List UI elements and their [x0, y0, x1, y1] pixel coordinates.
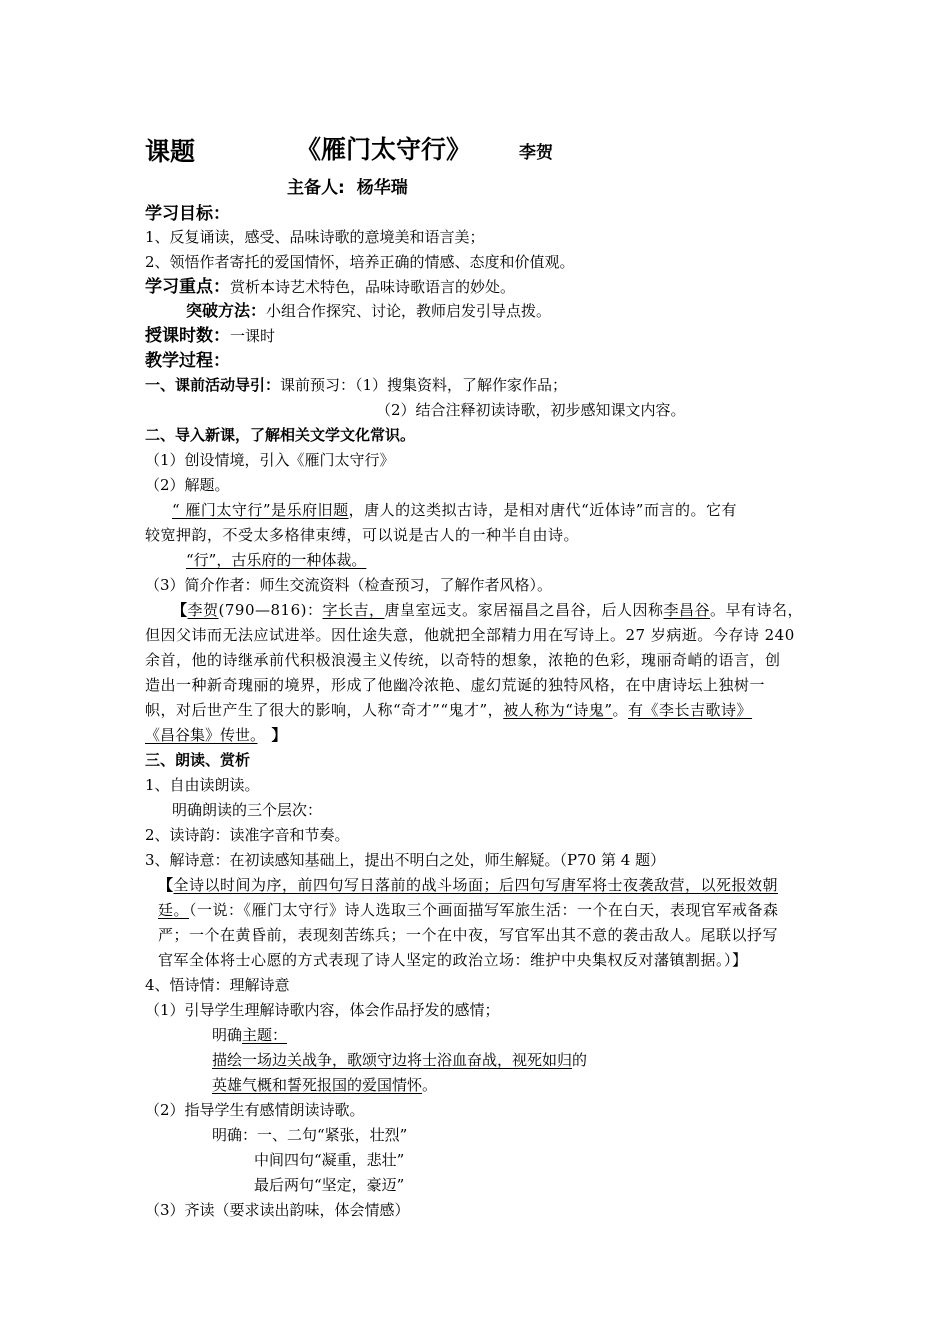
bio-zi: 字长吉，: [322, 601, 385, 619]
section-1-label: 一、课前活动导引：: [145, 376, 281, 394]
bio-name: 李贺: [187, 601, 219, 619]
focus-text: 赏析本诗艺术特色，品味诗歌语言的妙处。: [230, 278, 516, 296]
reading-1: 明确：一、二句“紧张，壮烈”: [212, 1126, 408, 1144]
section-1: [145, 375, 567, 395]
note-line-2: [158, 900, 779, 920]
note-line-3: 严；一个在黄昏前，表现刻苦练兵；一个在中夜，写官军出其不意的袭击敌人。尾联以抒写: [158, 926, 779, 944]
bio-line-6: [145, 725, 287, 745]
reading-2: 中间四句“凝重，悲壮”: [254, 1151, 405, 1169]
process-heading: 教学过程：: [145, 351, 230, 371]
focus-label: 学习重点：: [145, 277, 230, 297]
theme-l3-a: 英雄气概和誓死报国的爱国情怀: [212, 1076, 423, 1094]
theme-a: 明确: [212, 1026, 243, 1044]
objective-1: 1、反复诵读，感受、品味诗歌的意境美和语言美；: [145, 228, 485, 246]
bio-changgu: 李昌谷: [663, 601, 711, 619]
bio-line-3: 余首，他的诗继承前代积极浪漫主义传统，以奇特的想象，浓艳的色彩，瑰丽奇峭的语言，创: [145, 651, 781, 669]
note-line-4: 官军全体将士心愿的方式表现了诗人坚定的政治立场：维护中央集权反对藩镇割据。）】: [158, 951, 748, 969]
hours-label: 授课时数：: [145, 326, 230, 346]
section-2-heading: 二、导入新课，了解相关文学文化常识。: [145, 426, 416, 444]
section-3-item-4: 4、悟诗情：理解诗意: [145, 976, 290, 994]
hours-line: [145, 325, 275, 347]
bio-line-5: [145, 700, 752, 720]
bio-line-4: 造出一种新奇瑰丽的境界，形成了他幽冷浓艳、虚幻荒诞的独特风格，在中唐诗坛上独树一: [145, 676, 766, 694]
topic-label: 课题: [145, 137, 196, 166]
bracket-close: 】: [271, 726, 287, 744]
section-3-item-1b: 明确朗读的三个层次：: [172, 801, 323, 819]
section-3-item-1: 1、自由读朗读。: [145, 776, 260, 794]
title-explanation-line-1: [172, 500, 737, 520]
theme-line-2: [212, 1050, 587, 1070]
method-text: 小组合作探究、讨论，教师启发引导点拨。: [266, 302, 552, 320]
preparer-name: 杨华瑞: [356, 178, 408, 198]
theme-line-3: [212, 1075, 437, 1095]
bracket-open: 【: [172, 601, 188, 619]
note-l2-a: 廷。: [158, 901, 190, 919]
note-line-1: [158, 875, 778, 895]
section-3-item-4-2: （2）指导学生有感情朗读诗歌。: [145, 1101, 365, 1119]
hours-text: 一课时: [230, 327, 276, 345]
bio-years: (790—816)：: [218, 601, 323, 619]
theme-l2-b: 的: [572, 1051, 588, 1069]
xing-definition: “行”，古乐府的一种体裁。: [186, 551, 367, 569]
focus-line: [145, 276, 515, 298]
title-explanation-rest: ，唐人的这类拟古诗，是相对唐代“近体诗”而言的。它有: [348, 501, 737, 519]
section-3-item-4-1: （1）引导学生理解诗歌内容，体会作品抒发的感情；: [145, 1001, 500, 1019]
section-2-item-3: （3）简介作者：师生交流资料（检查预习，了解作者风格）。: [145, 576, 553, 594]
method-line: [186, 301, 551, 321]
note-l2-b: （一说：《雁门太守行》诗人选取三个画面描写军旅生活：一个在白天，表现官军戒备森: [189, 901, 779, 919]
section-3-item-4-3: （3）齐读（要求读出韵味，体会情感）: [145, 1201, 410, 1219]
bio-line-1: [172, 600, 803, 620]
section-2-item-2: （2）解题。: [145, 476, 230, 494]
theme-line-1: [212, 1025, 287, 1045]
title-explanation-underlined: “ 雁门太守行”是乐府旧题: [172, 501, 349, 519]
section-3-item-3: 3、解诗意：在初读感知基础上，提出不明白之处，师生解疑。（P70 第 4 题）: [145, 851, 666, 869]
note-bracket-open: 【: [158, 876, 174, 894]
bio-line-2: 但因父讳而无法应试进举。因仕途失意，他就把全部精力用在写诗上。27 岁病逝。今存诗 240: [145, 626, 795, 644]
section-1-text: 课前预习：（1）搜集资料，了解作家作品；: [280, 376, 568, 394]
bio-l1-rest: 唐皇室远支。家居福昌之昌谷，后人因称: [384, 601, 664, 619]
reading-3: 最后两句“坚定，豪迈”: [254, 1176, 405, 1194]
bio-l1-end: 。早有诗名，: [710, 601, 804, 619]
bio-l5-b: 被人称为“诗鬼”: [503, 701, 613, 719]
theme-l3-b: 。: [422, 1076, 438, 1094]
preparer: [287, 177, 408, 199]
section-1-text-2: （2）结合注释初读诗歌，初步感知课文内容。: [376, 401, 686, 419]
section-3-item-2: 2、读诗韵：读准字音和节奏。: [145, 826, 350, 844]
bio-l5-d: 有《李长吉歌诗》: [628, 701, 753, 719]
preparer-label: 主备人:: [287, 178, 345, 198]
note-l1: 全诗以时间为序，前四句写日落前的战斗场面；后四句写唐军将士夜袭敌营，以死报效朝: [173, 876, 779, 894]
author-name: 李贺: [519, 143, 553, 163]
poem-title: 《雁门太守行》: [296, 135, 472, 164]
section-3-heading: 三、朗读、赏析: [145, 751, 251, 769]
theme-b: 主题：: [242, 1026, 288, 1044]
objective-2: 2、领悟作者寄托的爱国情怀，培养正确的情感、态度和价值观。: [145, 253, 575, 271]
section-2-item-1: （1）创设情境，引入《雁门太守行》: [145, 451, 395, 469]
title-explanation-line-2: 较宽押韵，不受太多格律束缚，可以说是古人的一种半自由诗。: [145, 526, 580, 544]
bio-l6-a: 《昌谷集》传世。: [145, 726, 258, 744]
method-label: 突破方法：: [186, 301, 267, 320]
theme-l2-a: 描绘一场边关战争，歌颂守边将士浴血奋战，视死如归: [212, 1051, 573, 1069]
bio-l5-c: 。: [612, 701, 629, 719]
bio-l5-a: 帜，对后世产生了很大的影响，人称“奇才”“鬼才”，: [145, 701, 504, 719]
objectives-heading: 学习目标：: [145, 204, 230, 224]
